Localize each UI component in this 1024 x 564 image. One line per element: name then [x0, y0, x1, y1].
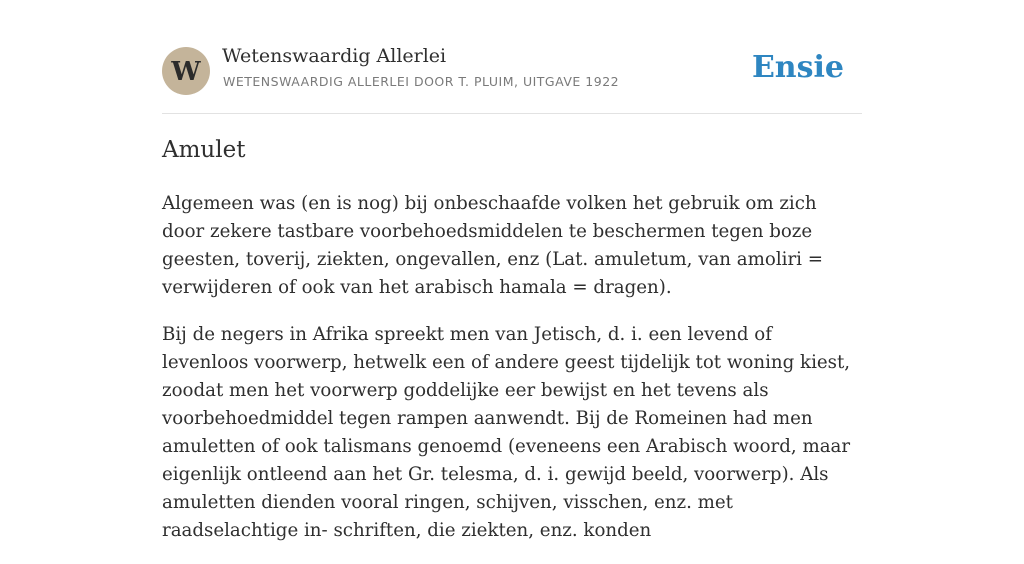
page: [162, 0, 862, 541]
article-paragraph: Algemeen was (en is nog) bij onbeschaafde volken het gebruik om zich door zekere tastbare voorbehoedsmiddelen te beschermen tegen boze geesten, toverij, ziekten, ongevallen, enz (Lat. amuletum, van amoliri = verwijderen of ook van het arabisch hamala = dragen).: [162, 193, 824, 298]
article-body: [162, 190, 862, 564]
article-title: Amulet: [162, 137, 246, 163]
source-subtitle: WETENSWAARDIG ALLERLEI DOOR T. PLUIM, UITGAVE 1922: [223, 74, 620, 89]
source-title[interactable]: Wetenswaardig Allerlei: [222, 45, 447, 67]
site-header: [162, 0, 862, 114]
article-paragraph: Bij de negers in Afrika spreekt men van Jetisch, d. i. een levend of levenloos voorwerp, hetwelk een of andere geest tijdelijk tot woning kiest, zoodat men het voorwerp goddelijke eer bewijst en het tevens als voorbehoedmiddel tegen rampen aanwendt. Bij de Romeinen had men amuletten of ook talismans genoemd (eveneens een Arabisch woord, maar eigenlijk ontleend aan het Gr. telesma, d. i. gewijd beeld, voorwerp). Als amuletten dienden vooral ringen, schijven, visschen, enz. met raadselachtige in- schriften, die ziekten, enz. konden: [162, 324, 851, 541]
ensie-logo-link[interactable]: Ensie: [751, 50, 844, 85]
source-avatar[interactable]: W: [162, 47, 210, 95]
